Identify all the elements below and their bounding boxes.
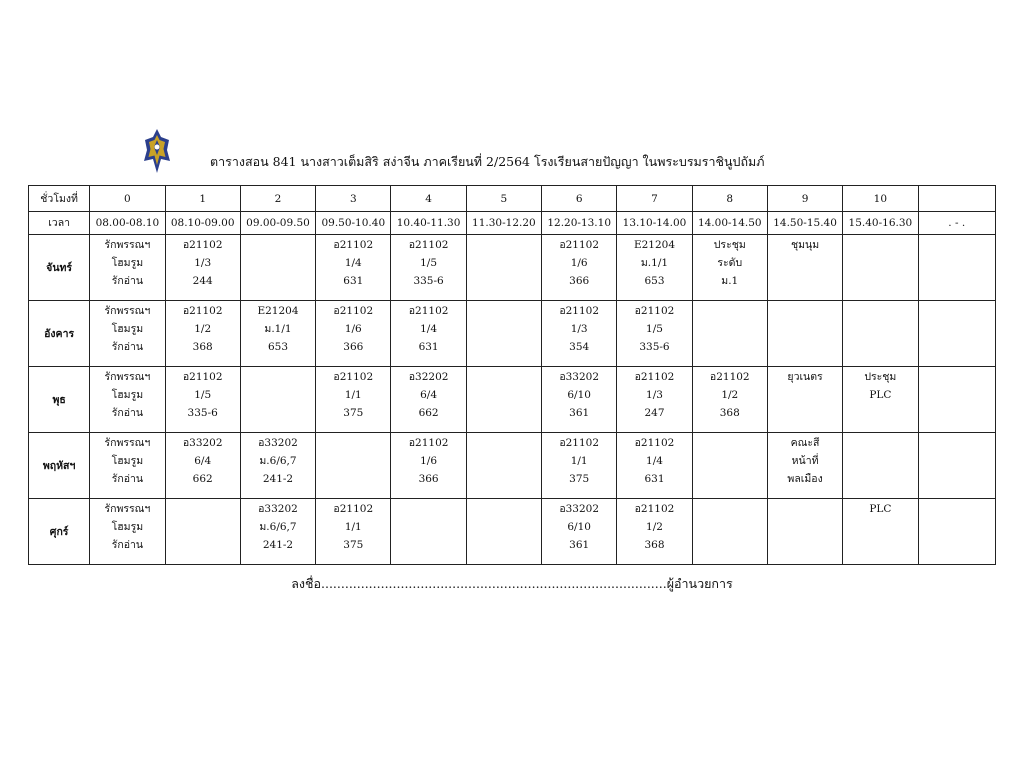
schedule-cell	[316, 499, 391, 565]
schedule-cell	[843, 367, 918, 433]
schedule-cell	[90, 499, 165, 565]
time-slot: 08.10-09.00	[165, 212, 240, 235]
schedule-cell	[466, 499, 541, 565]
cell-line: 662	[192, 473, 213, 485]
schedule-cell	[165, 499, 240, 565]
cell-line: 368	[719, 407, 740, 419]
period-number: 4	[391, 186, 466, 212]
signature-line: ลงชื่อ.......................................................................................ผู้อำนวยการ	[291, 576, 733, 591]
cell-line: โฮมรูม	[111, 455, 144, 467]
time-slot: 14.00-14.50	[692, 212, 767, 235]
cell-line: 653	[267, 341, 289, 353]
cell-line: 1/3	[570, 323, 588, 335]
cell-line: 1/5	[646, 323, 663, 335]
cell-line: อ21102	[182, 239, 223, 251]
period-number: 9	[767, 186, 842, 212]
cell-line: 1/4	[344, 257, 362, 269]
time-slot: 09.50-10.40	[316, 212, 391, 235]
cell-line: โฮมรูม	[111, 389, 144, 401]
cell-line: โฮมรูม	[111, 521, 144, 533]
time-slot: 15.40-16.30	[843, 212, 918, 235]
schedule-cell	[90, 433, 165, 499]
schedule-cell	[767, 301, 842, 367]
cell-line: รักพรรณฯ	[104, 305, 151, 317]
schedule-cell	[165, 235, 240, 301]
cell-line: 6/10	[567, 521, 591, 533]
cell-line: 354	[569, 341, 590, 353]
cell-line: 1/4	[646, 455, 663, 467]
period-number: 2	[240, 186, 315, 212]
schedule-cell	[767, 499, 842, 565]
schedule-cell	[240, 301, 315, 367]
time-slot: 09.00-09.50	[240, 212, 315, 235]
schedule-cell	[692, 367, 767, 433]
cell-line: 335-6	[639, 341, 670, 353]
cell-line: PLC	[869, 503, 892, 515]
day-name: พุธ	[29, 367, 90, 433]
period-number: 6	[542, 186, 617, 212]
cell-line: รักพรรณฯ	[104, 437, 151, 449]
schedule-cell	[240, 433, 315, 499]
period-number: 10	[843, 186, 918, 212]
cell-line: อ21102	[559, 305, 600, 317]
schedule-cell	[767, 235, 842, 301]
cell-line: 241-2	[262, 473, 294, 485]
schedule-cell	[843, 235, 918, 301]
schedule-cell	[542, 433, 617, 499]
schedule-cell	[316, 235, 391, 301]
cell-line: E21204	[633, 239, 676, 251]
cell-line: อ21102	[333, 239, 374, 251]
cell-line: 1/1	[570, 455, 588, 467]
cell-line: 1/1	[344, 521, 362, 533]
cell-line: หน้าที่	[791, 455, 819, 467]
cell-line: 366	[343, 341, 364, 353]
day-row	[29, 301, 996, 367]
schedule-cell	[692, 301, 767, 367]
schedule-cell	[617, 433, 692, 499]
schedule-cell	[617, 367, 692, 433]
schedule-cell	[918, 367, 995, 433]
cell-line: อ21102	[333, 371, 374, 383]
time-row	[29, 212, 996, 235]
schedule-cell	[542, 301, 617, 367]
period-number: 8	[692, 186, 767, 212]
cell-line: PLC	[869, 389, 892, 401]
cell-line: 631	[343, 275, 364, 287]
period-number: 3	[316, 186, 391, 212]
cell-line: 247	[644, 407, 665, 419]
cell-line: 631	[644, 473, 665, 485]
cell-line: 375	[343, 407, 364, 419]
cell-line: อ21102	[634, 371, 675, 383]
time-slot: . - .	[918, 212, 995, 235]
period-number	[918, 186, 995, 212]
schedule-cell	[466, 301, 541, 367]
cell-line: 366	[569, 275, 590, 287]
day-row	[29, 433, 996, 499]
schedule-cell	[918, 433, 995, 499]
timetable	[28, 185, 996, 565]
schedule-cell	[90, 235, 165, 301]
cell-line: 1/6	[420, 455, 438, 467]
cell-line: 6/4	[420, 389, 438, 401]
schedule-cell	[240, 499, 315, 565]
day-name: ศุกร์	[29, 499, 90, 565]
cell-line: 6/4	[194, 455, 212, 467]
cell-line: อ33202	[559, 503, 600, 515]
schedule-cell	[692, 235, 767, 301]
cell-line: โฮมรูม	[111, 257, 144, 269]
schedule-cell	[316, 367, 391, 433]
header	[140, 128, 900, 176]
cell-line: 1/1	[344, 389, 362, 401]
cell-line: 335-6	[413, 275, 444, 287]
cell-line: 1/2	[646, 521, 663, 533]
cell-line: 1/6	[344, 323, 362, 335]
cell-line: อ33202	[258, 503, 298, 515]
schedule-cell	[466, 235, 541, 301]
cell-line: รักพรรณฯ	[104, 503, 151, 515]
cell-line: อ33202	[559, 371, 600, 383]
cell-line: 631	[418, 341, 439, 353]
cell-line: 241-2	[262, 539, 294, 551]
cell-line: อ21102	[634, 437, 675, 449]
cell-line: คณะสี	[790, 437, 820, 449]
schedule-cell	[918, 235, 995, 301]
cell-line: ม.6/6,7	[259, 455, 297, 467]
cell-line: ระดับ	[717, 257, 743, 269]
schedule-cell	[767, 433, 842, 499]
schedule-cell	[316, 433, 391, 499]
cell-line: ยุวเนตร	[787, 371, 823, 383]
cell-line: ม.6/6,7	[259, 521, 297, 533]
schedule-cell	[466, 433, 541, 499]
schedule-cell	[692, 499, 767, 565]
cell-line: 368	[192, 341, 213, 353]
cell-line: รักอ่าน	[111, 539, 144, 551]
cell-line: ประชุม	[864, 371, 897, 383]
cell-line: รักอ่าน	[111, 407, 144, 419]
schedule-cell	[617, 499, 692, 565]
cell-line: ม.1/1	[264, 323, 292, 335]
time-slot: 08.00-08.10	[90, 212, 165, 235]
cell-line: รักพรรณฯ	[104, 371, 151, 383]
cell-line: อ21102	[333, 503, 374, 515]
cell-line: 368	[644, 539, 665, 551]
day-name: จันทร์	[29, 235, 90, 301]
schedule-cell	[391, 235, 466, 301]
schedule-cell	[165, 301, 240, 367]
cell-line: อ21102	[559, 437, 600, 449]
cell-line: 375	[343, 539, 364, 551]
cell-line: 1/3	[194, 257, 212, 269]
schedule-cell	[466, 367, 541, 433]
cell-line: อ21102	[709, 371, 750, 383]
schedule-cell	[542, 367, 617, 433]
cell-line: อ21102	[182, 371, 223, 383]
time-slot: 11.30-12.20	[466, 212, 541, 235]
time-slot: 13.10-14.00	[617, 212, 692, 235]
cell-line: 662	[418, 407, 439, 419]
schedule-cell	[90, 367, 165, 433]
cell-line: 335-6	[187, 407, 218, 419]
cell-line: รักพรรณฯ	[104, 239, 151, 251]
cell-line: 1/2	[721, 389, 739, 401]
schedule-cell	[391, 301, 466, 367]
schedule-cell	[391, 499, 466, 565]
cell-line: ม.1	[721, 275, 739, 287]
period-header-row	[29, 186, 996, 212]
time-slot: 12.20-13.10	[542, 212, 617, 235]
day-name: อังคาร	[29, 301, 90, 367]
cell-line: 1/5	[420, 257, 438, 269]
cell-line: อ21102	[634, 305, 675, 317]
cell-line: 1/5	[194, 389, 212, 401]
cell-line: 366	[418, 473, 439, 485]
cell-line: โฮมรูม	[111, 323, 144, 335]
schedule-cell	[617, 301, 692, 367]
cell-line: 653	[644, 275, 665, 287]
schedule-cell	[542, 235, 617, 301]
cell-line: 361	[569, 539, 590, 551]
schedule-cell	[843, 301, 918, 367]
schedule-cell	[542, 499, 617, 565]
cell-line: อ21102	[333, 305, 374, 317]
schedule-cell	[316, 301, 391, 367]
time-label: เวลา	[29, 212, 90, 235]
cell-line: อ21102	[408, 437, 449, 449]
schedule-cell	[391, 367, 466, 433]
cell-line: ม.1/1	[640, 257, 669, 269]
cell-line: 1/6	[570, 257, 588, 269]
cell-line: อ21102	[559, 239, 600, 251]
schedule-cell	[692, 433, 767, 499]
period-number: 7	[617, 186, 692, 212]
cell-line: อ32202	[408, 371, 449, 383]
period-number: 0	[90, 186, 165, 212]
cell-line: พลเมือง	[787, 473, 823, 485]
schedule-cell	[240, 235, 315, 301]
schedule-cell	[90, 301, 165, 367]
schedule-cell	[165, 367, 240, 433]
cell-line: รักอ่าน	[111, 341, 144, 353]
cell-line: 1/4	[420, 323, 438, 335]
cell-line: อ33202	[182, 437, 223, 449]
cell-line: รักอ่าน	[111, 473, 144, 485]
cell-line: อ21102	[634, 503, 675, 515]
time-slot: 14.50-15.40	[767, 212, 842, 235]
cell-line: E21204	[257, 305, 299, 317]
cell-line: ประชุม	[713, 239, 746, 251]
schedule-cell	[918, 499, 995, 565]
schedule-cell	[843, 499, 918, 565]
cell-line: อ21102	[182, 305, 223, 317]
day-row	[29, 367, 996, 433]
day-row	[29, 499, 996, 565]
cell-line: อ33202	[258, 437, 298, 449]
schedule-cell	[617, 235, 692, 301]
cell-line: 244	[192, 275, 213, 287]
cell-line: รักอ่าน	[111, 275, 144, 287]
day-name: พฤหัสฯ	[29, 433, 90, 499]
schedule-cell	[843, 433, 918, 499]
school-emblem-icon	[142, 128, 172, 174]
cell-line: 1/3	[646, 389, 663, 401]
day-row	[29, 235, 996, 301]
time-slot: 10.40-11.30	[391, 212, 466, 235]
cell-line: 6/10	[567, 389, 591, 401]
cell-line: อ21102	[408, 239, 449, 251]
cell-line: 1/2	[194, 323, 212, 335]
cell-line: 361	[569, 407, 590, 419]
schedule-cell	[165, 433, 240, 499]
period-label: ชั่วโมงที่	[29, 186, 90, 212]
schedule-cell	[918, 301, 995, 367]
cell-line: อ21102	[408, 305, 449, 317]
schedule-cell	[767, 367, 842, 433]
cell-line: 375	[569, 473, 590, 485]
cell-line: ชุมนุม	[790, 239, 820, 251]
schedule-cell	[240, 367, 315, 433]
schedule-cell	[391, 433, 466, 499]
page-title: ตารางสอน 841 นางสาวเต็มสิริ สง่าจีน ภาคเรียนที่ 2/2564 โรงเรียนสายปัญญา ในพระบรมราชินูปถัมภ์	[210, 154, 765, 169]
period-number: 5	[466, 186, 541, 212]
period-number: 1	[165, 186, 240, 212]
